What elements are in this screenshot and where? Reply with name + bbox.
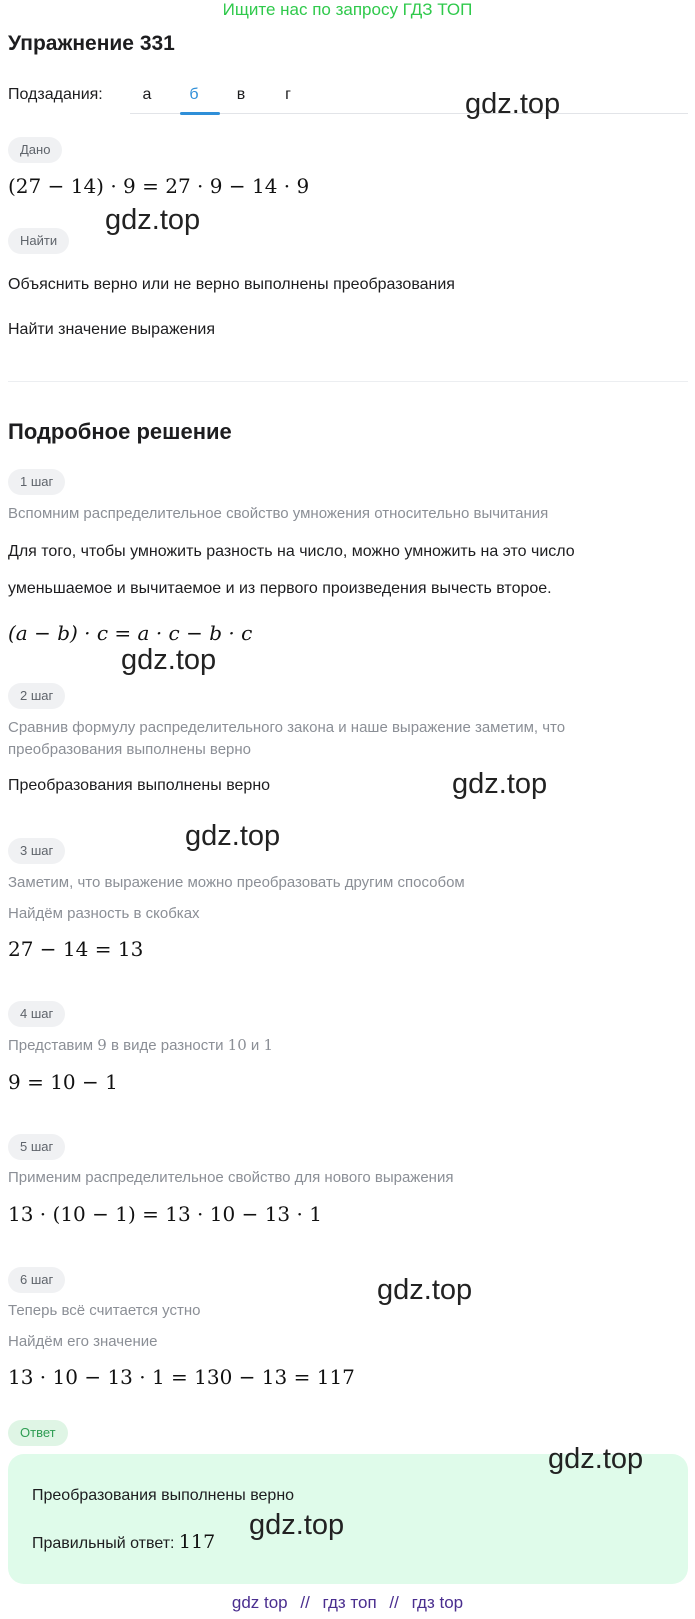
answer-line-1: Преобразования выполнены верно	[32, 1487, 295, 1504]
step-5-hint: Применим распределительное свойство для нового выражения	[8, 1169, 454, 1186]
step-4-formula: 9 = 10 − 1	[8, 1070, 118, 1094]
watermark: gdz.top	[105, 204, 201, 236]
answer-badge: Ответ	[8, 1420, 68, 1446]
watermark: gdz.top	[465, 88, 561, 120]
step-4-hint-and: и	[246, 1037, 264, 1054]
page-title: Упражнение 331	[8, 32, 175, 55]
step-2-hint-2: преобразования выполнены верно	[8, 741, 252, 758]
footer-link-gdz-top-mixed[interactable]: гдз top	[411, 1593, 464, 1612]
tab-g[interactable]: г	[285, 86, 291, 103]
given-formula: (27 − 14) · 9 = 27 · 9 − 14 · 9	[8, 174, 310, 198]
step-1-badge: 1 шаг	[8, 469, 65, 495]
watermark: gdz.top	[185, 820, 281, 852]
step-6-badge: 6 шаг	[8, 1267, 65, 1293]
footer-link-gdz-top-ru[interactable]: гдз топ	[322, 1593, 377, 1612]
tab-v[interactable]: в	[236, 86, 246, 103]
step-4-hint-n3: 1	[263, 1036, 274, 1054]
find-badge: Найти	[8, 228, 69, 254]
step-3-hint-1: Заметим, что выражение можно преобразовать другим способом	[8, 874, 465, 891]
watermark: gdz.top	[452, 768, 548, 800]
step-6-formula: 13 · 10 − 13 · 1 = 130 − 13 = 117	[8, 1365, 355, 1389]
step-2-badge: 2 шаг	[8, 683, 65, 709]
footer-links	[0, 1593, 695, 1613]
step-3-formula: 27 − 14 = 13	[8, 937, 144, 961]
step-6-hint-1: Теперь всё считается устно	[8, 1302, 201, 1319]
step-1-text-2: уменьшаемое и вычитаемое и из первого произведения вычесть второе.	[8, 580, 552, 597]
watermark: gdz.top	[377, 1274, 473, 1306]
step-2-hint-1: Сравнив формулу распределительного закона и наше выражение заметим, что	[8, 719, 566, 736]
given-badge: Дано	[8, 137, 62, 163]
step-5-badge: 5 шаг	[8, 1134, 65, 1160]
step-4-hint-n2: 10	[227, 1036, 247, 1054]
footer-link-gdz-top[interactable]: gdz top	[231, 1593, 288, 1612]
step-4-hint	[8, 1036, 273, 1054]
step-5-formula: 13 · (10 − 1) = 13 · 10 − 13 · 1	[8, 1202, 322, 1226]
step-4-hint-mid: в виде разности	[106, 1037, 228, 1054]
footer-separator: //	[389, 1593, 399, 1612]
step-1-hint: Вспомним распределительное свойство умножения относительно вычитания	[8, 505, 549, 522]
active-tab-indicator	[180, 112, 220, 115]
watermark: gdz.top	[249, 1509, 345, 1541]
step-3-hint-2: Найдём разность в скобках	[8, 905, 200, 922]
step-4-hint-pre: Представим	[8, 1037, 98, 1054]
watermark: gdz.top	[121, 644, 217, 676]
step-1-formula: (a − b) · c = a · c − b · c	[8, 621, 253, 645]
footer-separator: //	[300, 1593, 310, 1612]
section-divider	[8, 381, 688, 382]
answer-value: 117	[178, 1531, 216, 1553]
answer-line-2	[32, 1531, 215, 1553]
find-line-2: Найти значение выражения	[8, 321, 216, 338]
step-2-text: Преобразования выполнены верно	[8, 777, 271, 794]
step-4-badge: 4 шаг	[8, 1001, 65, 1027]
step-1-text-1: Для того, чтобы умножить разность на число, можно умножить на это число	[8, 543, 575, 560]
solution-heading: Подробное решение	[8, 419, 232, 444]
find-line-1: Объяснить верно или не верно выполнены преобразования	[8, 276, 455, 293]
answer-label: Правильный ответ:	[32, 1535, 179, 1552]
step-3-badge: 3 шаг	[8, 838, 65, 864]
step-6-hint-2: Найдём его значение	[8, 1333, 158, 1350]
promo-banner: Ищите нас по запросу ГДЗ ТОП	[222, 0, 473, 19]
subtasks-label: Подзадания:	[8, 86, 103, 103]
step-4-hint-n1: 9	[97, 1036, 107, 1054]
watermark: gdz.top	[548, 1443, 644, 1475]
tab-b[interactable]: б	[189, 86, 199, 103]
tab-a[interactable]: а	[142, 86, 152, 103]
